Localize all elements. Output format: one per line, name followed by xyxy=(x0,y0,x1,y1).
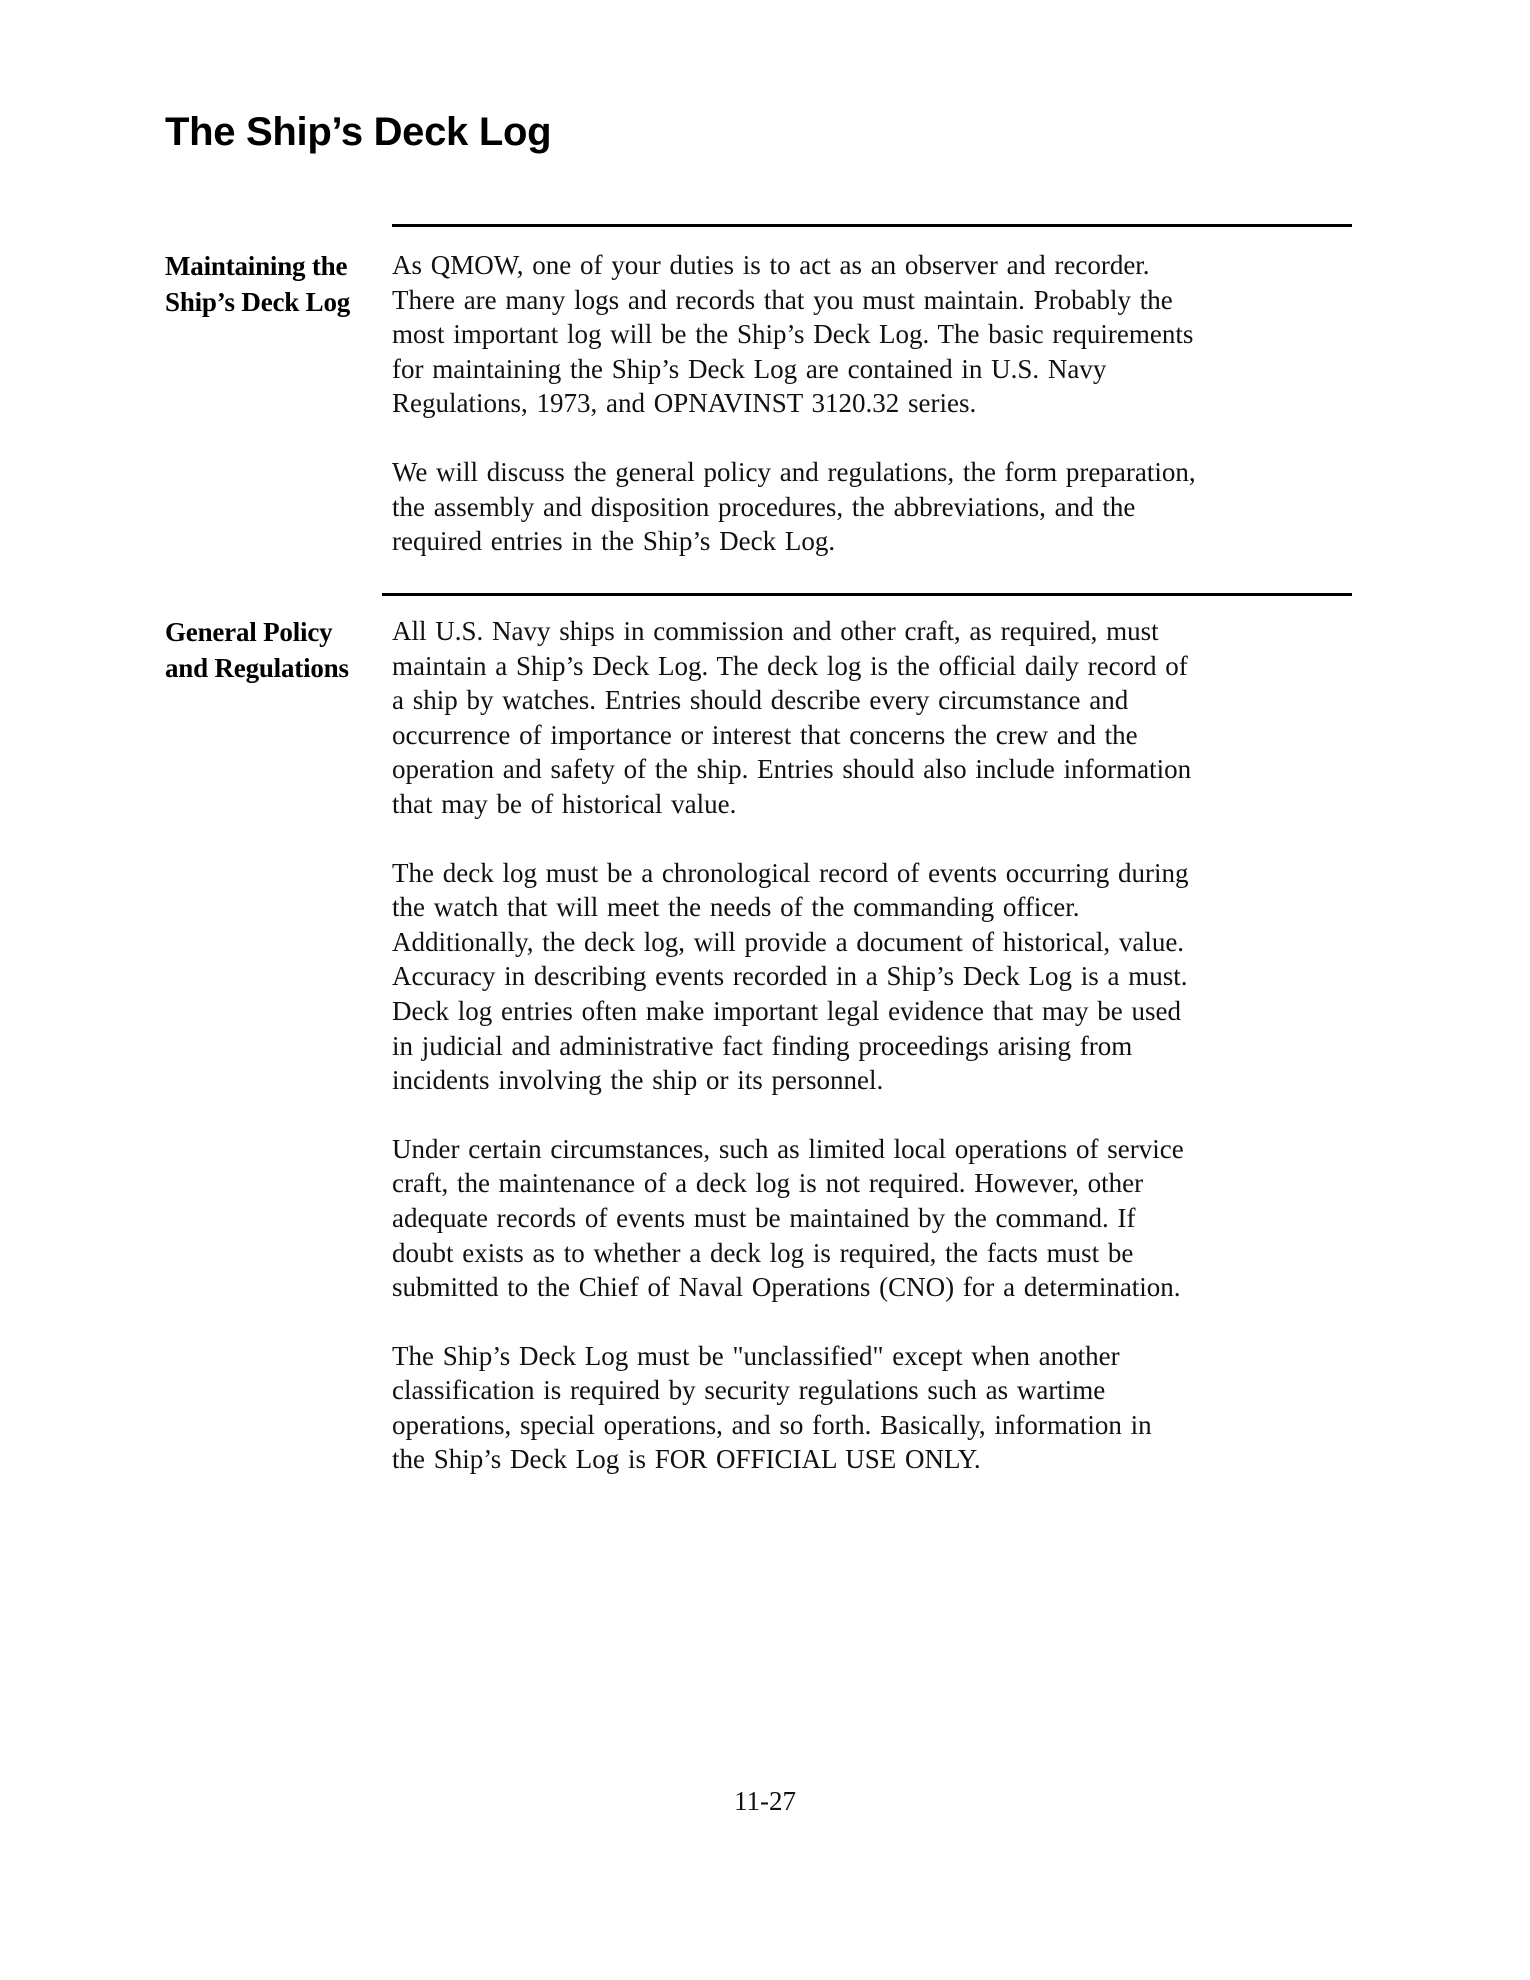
heading-line: Maintaining the xyxy=(165,251,348,281)
text-line: for maintaining the Ship’s Deck Log are contained in U.S. Navy xyxy=(392,353,1107,384)
page-title: The Ship’s Deck Log xyxy=(165,110,552,154)
text-line: All U.S. Navy ships in commission and other craft, as required, must xyxy=(392,616,1159,646)
text-line: that may be of historical value. xyxy=(392,788,737,819)
text-line: a ship by watches. Entries should describe every circumstance and xyxy=(392,685,1129,716)
text-line: There are many logs and records that you must maintain. Probably the xyxy=(392,284,1173,315)
heading-line: and Regulations xyxy=(165,653,349,683)
text-line: required entries in the Ship’s Deck Log. xyxy=(392,526,836,557)
heading-line: Ship’s Deck Log xyxy=(165,287,351,317)
text-line: submitted to the Chief of Naval Operations (CNO) for a determination. xyxy=(392,1272,1181,1303)
paragraph xyxy=(392,614,1342,822)
text-line: Additionally, the deck log, will provide a document of historical, value. xyxy=(392,926,1185,957)
text-line: Accuracy in describing events recorded in a Ship’s Deck Log is a must. xyxy=(392,961,1188,992)
text-line: the Ship’s Deck Log is FOR OFFICIAL USE ONLY. xyxy=(392,1444,981,1475)
text-line: Deck log entries often make important legal evidence that may be used xyxy=(392,995,1181,1026)
paragraph xyxy=(392,455,1342,559)
heading-line: General Policy xyxy=(165,617,333,647)
text-line: craft, the maintenance of a deck log is not required. However, other xyxy=(392,1168,1144,1199)
text-line: The deck log must be a chronological record of events occurring during xyxy=(392,857,1189,888)
text-line: Under certain circumstances, such as limited local operations of service xyxy=(392,1133,1184,1164)
text-line: the watch that will meet the needs of the commanding officer. xyxy=(392,892,1080,923)
text-line: the assembly and disposition procedures, the abbreviations, and the xyxy=(392,491,1136,522)
paragraph xyxy=(392,856,1342,1098)
paragraph xyxy=(392,248,1342,421)
text-line: classification is required by security regulations such as wartime xyxy=(392,1375,1106,1406)
text-line: occurrence of importance or interest that concerns the crew and the xyxy=(392,719,1138,750)
section-divider xyxy=(392,224,1352,227)
paragraph xyxy=(392,1339,1342,1477)
text-line: We will discuss the general policy and regulations, the form preparation, xyxy=(392,456,1196,487)
text-line: As QMOW, one of your duties is to act as an observer and recorder. xyxy=(392,250,1150,280)
text-line: most important log will be the Ship’s Deck Log. The basic requirements xyxy=(392,319,1194,350)
text-line: operation and safety of the ship. Entries should also include information xyxy=(392,754,1192,785)
paragraph xyxy=(392,1132,1342,1305)
text-line: The Ship’s Deck Log must be "unclassified" except when another xyxy=(392,1340,1120,1371)
text-line: in judicial and administrative fact finding proceedings arising from xyxy=(392,1030,1133,1061)
text-line: operations, special operations, and so forth. Basically, information in xyxy=(392,1409,1152,1440)
text-line: adequate records of events must be maintained by the command. If xyxy=(392,1202,1136,1233)
page-number: 11-27 xyxy=(734,1786,796,1816)
section-body-general-policy xyxy=(392,614,1342,1511)
text-line: incidents involving the ship or its personnel. xyxy=(392,1065,884,1096)
section-divider xyxy=(382,593,1352,596)
section-heading-maintaining xyxy=(165,248,350,320)
text-line: maintain a Ship’s Deck Log. The deck log is the official daily record of xyxy=(392,650,1188,681)
text-line: Regulations, 1973, and OPNAVINST 3120.32 series. xyxy=(392,388,977,419)
section-body-maintaining xyxy=(392,248,1342,593)
text-line: doubt exists as to whether a deck log is required, the facts must be xyxy=(392,1237,1134,1268)
section-heading-general-policy xyxy=(165,614,349,686)
